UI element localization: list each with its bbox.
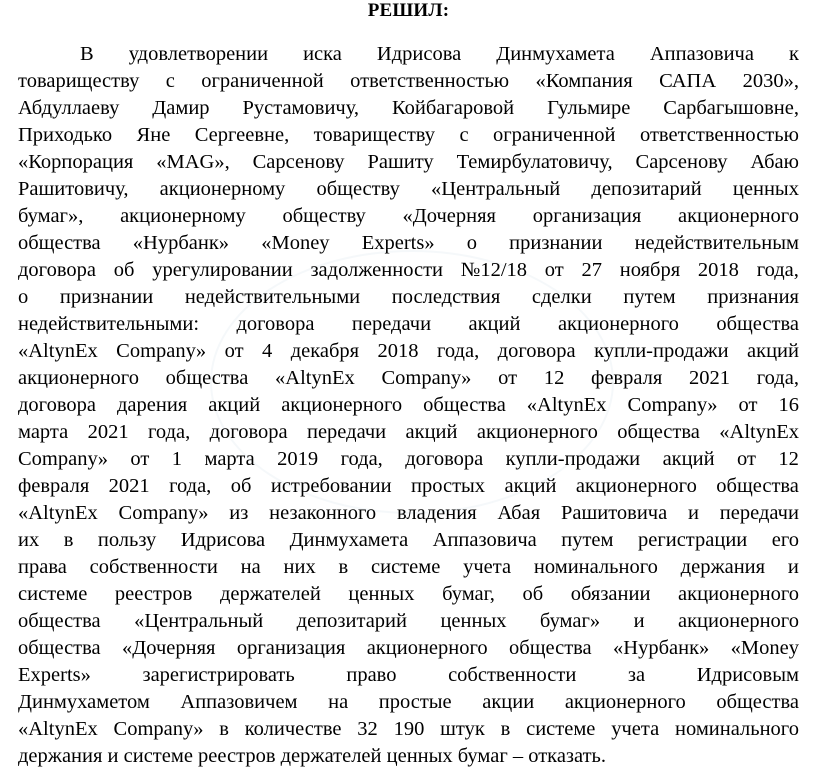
paragraph-line: «Корпорация «MAG», Сарсенову Рашиту Темирбулатовичу, Сарсенову Абаю xyxy=(18,151,799,173)
paragraph-line: Рашитовичу, акционерному обществу «Центральный депозитарий ценных xyxy=(18,178,799,200)
paragraph-line: о признании недействительными последствия сделки путем признания xyxy=(18,286,799,308)
decision-paragraph xyxy=(18,21,799,770)
paragraph-line: права собственности на них в системе учета номинального держания и xyxy=(18,556,799,578)
paragraph-line: «AltynEx Company» в количестве 32 190 штук в системе учета номинального xyxy=(18,718,799,740)
paragraph-line-last: держания и системе реестров держателей ценных бумаг – отказать. xyxy=(18,745,607,767)
paragraph-line: марта 2021 года, договора передачи акций акционерного общества «AltynEx xyxy=(18,421,799,443)
paragraph-line: «AltynEx Company» из незаконного владения Абая Рашитовича и передачи xyxy=(18,502,799,524)
paragraph-line: акционерного общества «AltynEx Company» от 12 февраля 2021 года, xyxy=(18,367,799,389)
paragraph-line: Абдуллаеву Дамир Рустамовичу, Койбагаровой Гульмире Сарбагышовне, xyxy=(18,97,799,119)
paragraph-line: системе реестров держателей ценных бумаг, об обязании акционерного xyxy=(18,583,799,605)
paragraph-line: договора об урегулировании задолженности №12/18 от 27 ноября 2018 года, xyxy=(18,259,799,281)
paragraph-line: общества «Дочерняя организация акционерного общества «Нурбанк» «Money xyxy=(18,637,799,659)
paragraph-line: общества «Центральный депозитарий ценных бумаг» и акционерного xyxy=(18,610,799,632)
paragraph-line: общества «Нурбанк» «Money Experts» о признании недействительным xyxy=(18,232,799,254)
decision-heading: РЕШИЛ: xyxy=(367,0,450,21)
document-page xyxy=(18,0,799,770)
paragraph-line: февраля 2021 года, об истребовании простых акций акционерного общества xyxy=(18,475,799,497)
paragraph-line: «AltynEx Company» от 4 декабря 2018 года, договора купли-продажи акций xyxy=(18,340,799,362)
paragraph-line: Приходько Яне Сергеевне, товариществу с ограниченной ответственностью xyxy=(18,124,799,146)
paragraph-line: товариществу с ограниченной ответственностью «Компания САПА 2030», xyxy=(18,70,799,92)
paragraph-line: Company» от 1 марта 2019 года, договора купли-продажи акций от 12 xyxy=(18,448,799,470)
paragraph-line: их в пользу Идрисова Динмухамета Аппазовича путем регистрации его xyxy=(18,529,799,551)
paragraph-line: недействительными: договора передачи акций акционерного общества xyxy=(18,313,799,335)
paragraph-line: договора дарения акций акционерного общества «AltynEx Company» от 16 xyxy=(18,394,799,416)
paragraph-line: В удовлетворении иска Идрисова Динмухамета Аппазовича к xyxy=(80,43,799,65)
paragraph-line: Динмухаметом Аппазовичем на простые акции акционерного общества xyxy=(18,691,799,713)
paragraph-line: Experts» зарегистрировать право собственности за Идрисовым xyxy=(18,664,799,686)
paragraph-line: бумаг», акционерному обществу «Дочерняя организация акционерного xyxy=(18,205,799,227)
